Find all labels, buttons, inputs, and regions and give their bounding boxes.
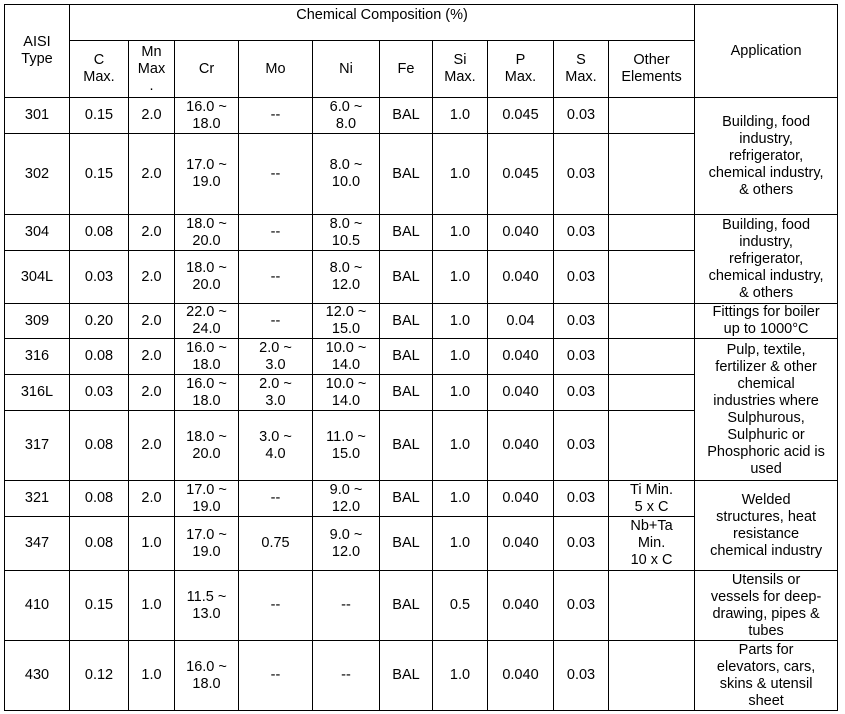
cell-s: 0.03 — [554, 641, 609, 711]
cell-mn: 2.0 — [129, 411, 175, 481]
cell-c: 0.08 — [70, 517, 129, 571]
cell-p: 0.040 — [488, 339, 554, 375]
cell-mn: 2.0 — [129, 304, 175, 339]
cell-ni: 9.0 ~ 12.0 — [313, 517, 380, 571]
cell-mo: -- — [239, 134, 313, 215]
cell-fe: BAL — [380, 571, 433, 641]
table-row — [5, 571, 838, 641]
cell-si: 1.0 — [433, 411, 488, 481]
cell-ni: 11.0 ~ 15.0 — [313, 411, 380, 481]
cell-s: 0.03 — [554, 375, 609, 411]
cell-p: 0.040 — [488, 517, 554, 571]
cell-type: 304 — [5, 215, 70, 251]
cell-s: 0.03 — [554, 411, 609, 481]
cell-c: 0.08 — [70, 481, 129, 517]
cell-mn: 1.0 — [129, 517, 175, 571]
cell-fe: BAL — [380, 517, 433, 571]
cell-c: 0.08 — [70, 411, 129, 481]
cell-mo: -- — [239, 215, 313, 251]
table-row — [5, 641, 838, 711]
cell-p: 0.04 — [488, 304, 554, 339]
cell-mn: 2.0 — [129, 375, 175, 411]
cell-application: Utensils or vessels for deep- drawing, pipes & tubes — [695, 571, 838, 641]
header-si-max: Si Max. — [433, 41, 488, 98]
cell-p: 0.040 — [488, 411, 554, 481]
cell-other — [609, 98, 695, 134]
cell-s: 0.03 — [554, 251, 609, 304]
cell-other — [609, 251, 695, 304]
cell-fe: BAL — [380, 134, 433, 215]
cell-other: Ti Min. 5 x C — [609, 481, 695, 517]
cell-si: 0.5 — [433, 571, 488, 641]
cell-fe: BAL — [380, 304, 433, 339]
header-s-max: S Max. — [554, 41, 609, 98]
cell-s: 0.03 — [554, 571, 609, 641]
cell-ni: 10.0 ~ 14.0 — [313, 375, 380, 411]
table-row — [5, 98, 838, 134]
cell-si: 1.0 — [433, 517, 488, 571]
cell-other — [609, 215, 695, 251]
table-row — [5, 215, 838, 251]
cell-s: 0.03 — [554, 481, 609, 517]
cell-fe: BAL — [380, 98, 433, 134]
cell-c: 0.20 — [70, 304, 129, 339]
header-fe: Fe — [380, 41, 433, 98]
cell-s: 0.03 — [554, 215, 609, 251]
header-mn-max: Mn Max . — [129, 41, 175, 98]
cell-p: 0.040 — [488, 375, 554, 411]
cell-si: 1.0 — [433, 641, 488, 711]
cell-type: 301 — [5, 98, 70, 134]
cell-mn: 2.0 — [129, 98, 175, 134]
cell-mo: -- — [239, 641, 313, 711]
cell-si: 1.0 — [433, 339, 488, 375]
header-ni: Ni — [313, 41, 380, 98]
header-chemical-composition: Chemical Composition (%) — [70, 5, 695, 41]
cell-mn: 2.0 — [129, 251, 175, 304]
cell-mo: 3.0 ~ 4.0 — [239, 411, 313, 481]
cell-s: 0.03 — [554, 98, 609, 134]
header-application: Application — [695, 5, 838, 98]
cell-ni: 8.0 ~ 10.0 — [313, 134, 380, 215]
header-p-max: P Max. — [488, 41, 554, 98]
cell-application: Welded structures, heat resistance chemical industry — [695, 481, 838, 571]
cell-mn: 2.0 — [129, 339, 175, 375]
table-row — [5, 339, 838, 375]
cell-mo: -- — [239, 98, 313, 134]
cell-other — [609, 411, 695, 481]
table-body — [5, 98, 838, 711]
cell-type: 316 — [5, 339, 70, 375]
cell-s: 0.03 — [554, 304, 609, 339]
cell-ni: 9.0 ~ 12.0 — [313, 481, 380, 517]
cell-type: 317 — [5, 411, 70, 481]
cell-ni: 8.0 ~ 10.5 — [313, 215, 380, 251]
cell-s: 0.03 — [554, 517, 609, 571]
cell-p: 0.040 — [488, 215, 554, 251]
cell-type: 347 — [5, 517, 70, 571]
cell-other — [609, 641, 695, 711]
cell-si: 1.0 — [433, 375, 488, 411]
cell-other — [609, 304, 695, 339]
cell-p: 0.040 — [488, 251, 554, 304]
cell-cr: 16.0 ~ 18.0 — [175, 98, 239, 134]
cell-mn: 2.0 — [129, 481, 175, 517]
cell-type: 410 — [5, 571, 70, 641]
cell-application: Building, food industry, refrigerator, chemical industry, & others — [695, 215, 838, 304]
header-aisi-type: AISI Type — [5, 5, 70, 98]
cell-fe: BAL — [380, 251, 433, 304]
cell-type: 302 — [5, 134, 70, 215]
cell-fe: BAL — [380, 641, 433, 711]
cell-ni: 8.0 ~ 12.0 — [313, 251, 380, 304]
cell-type: 321 — [5, 481, 70, 517]
cell-cr: 18.0 ~ 20.0 — [175, 251, 239, 304]
cell-mn: 2.0 — [129, 215, 175, 251]
cell-mo: 2.0 ~ 3.0 — [239, 339, 313, 375]
cell-c: 0.08 — [70, 339, 129, 375]
cell-other — [609, 339, 695, 375]
header-mo: Mo — [239, 41, 313, 98]
cell-ni: -- — [313, 571, 380, 641]
header-cr: Cr — [175, 41, 239, 98]
header-other-elements: Other Elements — [609, 41, 695, 98]
cell-cr: 17.0 ~ 19.0 — [175, 134, 239, 215]
cell-c: 0.15 — [70, 571, 129, 641]
cell-p: 0.045 — [488, 98, 554, 134]
table-row — [5, 481, 838, 517]
cell-mo: -- — [239, 571, 313, 641]
cell-application: Parts for elevators, cars, skins & utensil sheet — [695, 641, 838, 711]
cell-other — [609, 134, 695, 215]
cell-p: 0.040 — [488, 571, 554, 641]
cell-mn: 2.0 — [129, 134, 175, 215]
cell-type: 316L — [5, 375, 70, 411]
cell-cr: 17.0 ~ 19.0 — [175, 481, 239, 517]
cell-type: 430 — [5, 641, 70, 711]
cell-cr: 16.0 ~ 18.0 — [175, 339, 239, 375]
cell-ni: 12.0 ~ 15.0 — [313, 304, 380, 339]
cell-cr: 22.0 ~ 24.0 — [175, 304, 239, 339]
cell-mo: 2.0 ~ 3.0 — [239, 375, 313, 411]
cell-type: 309 — [5, 304, 70, 339]
cell-mo: 0.75 — [239, 517, 313, 571]
cell-mn: 1.0 — [129, 571, 175, 641]
cell-si: 1.0 — [433, 251, 488, 304]
cell-si: 1.0 — [433, 481, 488, 517]
cell-si: 1.0 — [433, 98, 488, 134]
cell-s: 0.03 — [554, 339, 609, 375]
cell-cr: 11.5 ~ 13.0 — [175, 571, 239, 641]
cell-mo: -- — [239, 304, 313, 339]
cell-fe: BAL — [380, 339, 433, 375]
cell-fe: BAL — [380, 375, 433, 411]
cell-c: 0.08 — [70, 215, 129, 251]
cell-c: 0.15 — [70, 134, 129, 215]
cell-c: 0.03 — [70, 375, 129, 411]
cell-c: 0.15 — [70, 98, 129, 134]
cell-p: 0.045 — [488, 134, 554, 215]
cell-si: 1.0 — [433, 304, 488, 339]
cell-cr: 16.0 ~ 18.0 — [175, 375, 239, 411]
cell-si: 1.0 — [433, 134, 488, 215]
cell-ni: 6.0 ~ 8.0 — [313, 98, 380, 134]
cell-fe: BAL — [380, 215, 433, 251]
cell-application: Pulp, textile, fertilizer & other chemical industries where Sulphurous, Sulphuric or Phosphoric acid is used — [695, 339, 838, 481]
cell-type: 304L — [5, 251, 70, 304]
header-c-max: C Max. — [70, 41, 129, 98]
cell-mo: -- — [239, 481, 313, 517]
table-row — [5, 304, 838, 339]
cell-fe: BAL — [380, 411, 433, 481]
cell-application: Building, food industry, refrigerator, chemical industry, & others — [695, 98, 838, 215]
cell-other — [609, 375, 695, 411]
cell-c: 0.12 — [70, 641, 129, 711]
cell-si: 1.0 — [433, 215, 488, 251]
cell-p: 0.040 — [488, 641, 554, 711]
stainless-steel-composition-table — [4, 4, 838, 711]
cell-ni: -- — [313, 641, 380, 711]
cell-cr: 18.0 ~ 20.0 — [175, 411, 239, 481]
cell-ni: 10.0 ~ 14.0 — [313, 339, 380, 375]
cell-mo: -- — [239, 251, 313, 304]
cell-p: 0.040 — [488, 481, 554, 517]
cell-cr: 17.0 ~ 19.0 — [175, 517, 239, 571]
cell-cr: 16.0 ~ 18.0 — [175, 641, 239, 711]
cell-c: 0.03 — [70, 251, 129, 304]
cell-other: Nb+Ta Min. 10 x C — [609, 517, 695, 571]
cell-fe: BAL — [380, 481, 433, 517]
cell-s: 0.03 — [554, 134, 609, 215]
cell-cr: 18.0 ~ 20.0 — [175, 215, 239, 251]
cell-other — [609, 571, 695, 641]
cell-application: Fittings for boiler up to 1000°C — [695, 304, 838, 339]
cell-mn: 1.0 — [129, 641, 175, 711]
